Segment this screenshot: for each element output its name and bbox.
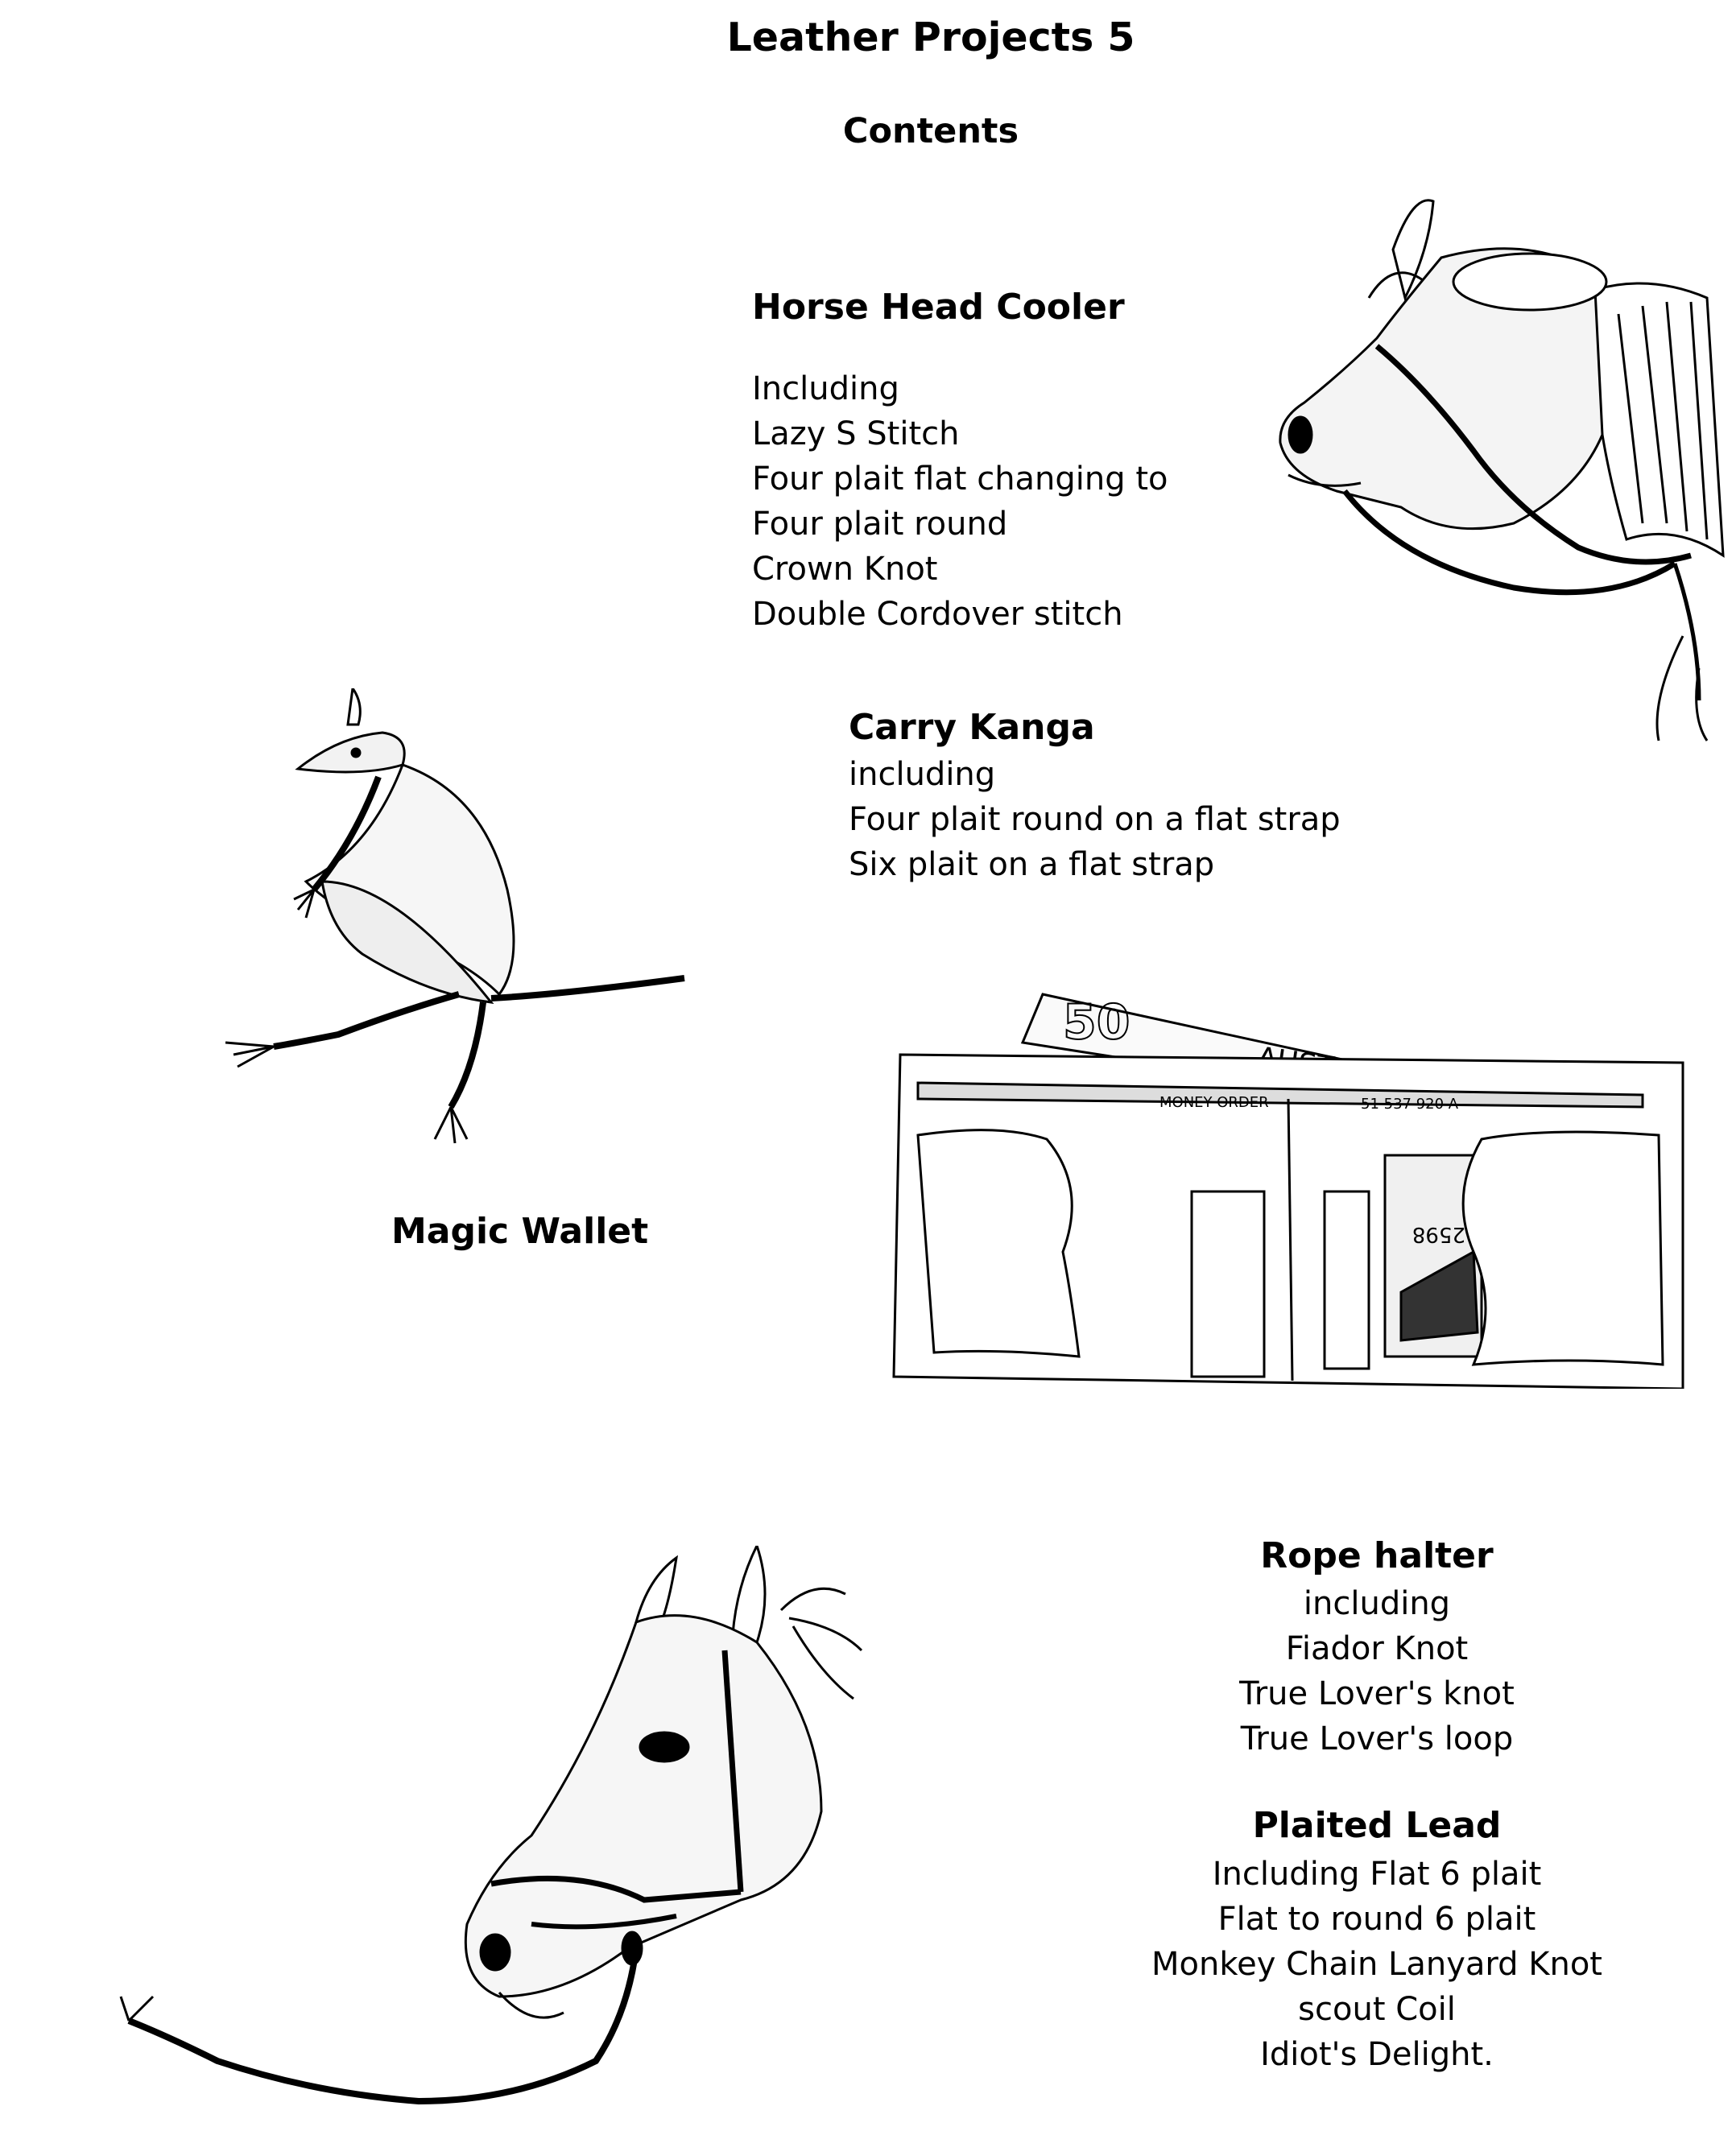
list-item: Four plait round — [752, 506, 1008, 543]
list-item: Including Flat 6 plait — [1212, 1856, 1542, 1893]
section-title: Carry Kanga — [849, 707, 1095, 748]
list-item: Four plait round on a flat strap — [849, 801, 1341, 838]
list-item: True Lover's loop — [1240, 1720, 1514, 1757]
card-number-text: 2598 — [1412, 1222, 1465, 1246]
section-horse-head-cooler — [752, 287, 1168, 637]
section-magic-wallet-title: Magic Wallet — [391, 1211, 649, 1252]
list-item: Double Cordover stitch — [752, 596, 1123, 633]
kangaroo-icon — [217, 688, 692, 1147]
section-plaited-lead — [1127, 1800, 1626, 2077]
section-carry-kanga — [849, 704, 1341, 887]
list-item: including — [1303, 1585, 1451, 1622]
section-title: Plaited Lead — [1252, 1805, 1502, 1846]
list-item: Six plait on a flat strap — [849, 846, 1215, 883]
page-title: Leather Projects 5 — [726, 14, 1135, 60]
list-item: Flat to round 6 plait — [1217, 1901, 1536, 1938]
list-item: Lazy S Stitch — [752, 415, 960, 452]
contents-heading: Contents — [842, 111, 1019, 151]
section-title: Horse Head Cooler — [752, 287, 1125, 328]
list-item: including — [849, 756, 996, 793]
money-order-text: MONEY ORDER — [1159, 1094, 1269, 1111]
list-item: Including — [752, 370, 899, 407]
list-item: Fiador Knot — [1285, 1630, 1469, 1667]
horse-halter-icon — [113, 1546, 886, 2109]
banknote-value: 50 — [1063, 994, 1130, 1051]
list-item: Four plait flat changing to — [752, 460, 1168, 498]
list-item: Idiot's Delight. — [1260, 2036, 1494, 2073]
account-number-text: 51 537 920 A — [1361, 1096, 1459, 1113]
list-item: True Lover's knot — [1239, 1675, 1515, 1712]
list-item: scout Coil — [1298, 1991, 1456, 2028]
wallet-icon — [886, 986, 1691, 1389]
section-title: Rope halter — [1260, 1535, 1494, 1576]
list-item: Monkey Chain Lanyard Knot — [1151, 1946, 1602, 1983]
section-rope-halter — [1143, 1531, 1610, 1761]
list-item: Crown Knot — [752, 551, 938, 588]
horse-head-cooler-icon — [1272, 185, 1731, 749]
